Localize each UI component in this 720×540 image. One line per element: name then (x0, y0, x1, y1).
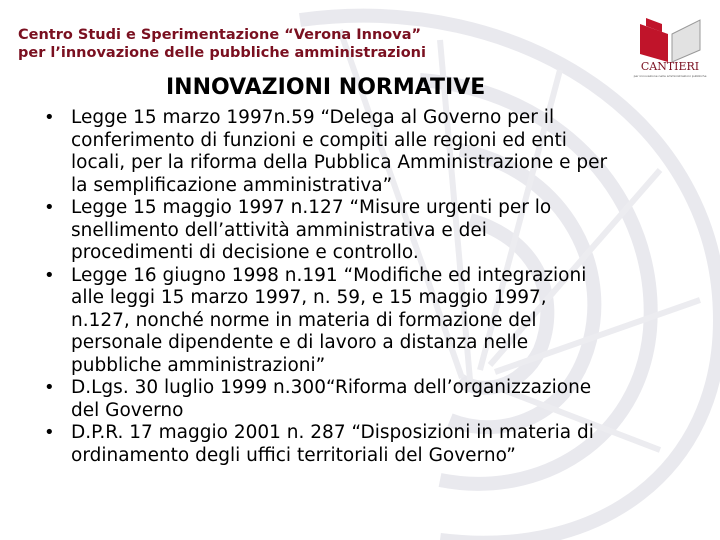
organization-header (18, 26, 426, 62)
cantieri-logo (632, 14, 708, 80)
cantieri-logo-icon (632, 14, 708, 80)
slide-title: INNOVAZIONI NORMATIVE (166, 75, 486, 100)
list-item: • Legge 15 marzo 1997n.59 “Delega al Governo per il conferimento di funzioni e compiti alle regioni ed enti locali, per la riforma della Pubblica Amministrazione e per la semplificazione amministrativa” (44, 107, 704, 197)
list-item: • D.Lgs. 30 luglio 1999 n.300“Riforma dell’organizzazione del Governo (44, 377, 704, 422)
logo-tagline: per innovazione nelle amministrazioni pubbliche (633, 74, 707, 78)
logo-name: CANTIERI (640, 60, 700, 73)
list-item: • D.P.R. 17 maggio 2001 n. 287 “Disposizioni in materia di ordinamento degli uffici territoriali del Governo” (44, 422, 704, 467)
list-item: • Legge 16 giugno 1998 n.191 “Modifiche ed integrazioni alle leggi 15 marzo 1997, n. 59, e 15 maggio 1997, n.127, nonché norme in materia di formazione del personale dipendente e di lavoro a distanza nelle pubbliche amministrazioni” (44, 265, 704, 378)
header-line-2: per l’innovazione delle pubbliche amministrazioni (18, 45, 426, 61)
header-line-1: Centro Studi e Sperimentazione “Verona Innova” (18, 27, 422, 43)
legislation-list (44, 107, 704, 467)
list-item: • Legge 15 maggio 1997 n.127 “Misure urgenti per lo snellimento dell’attività amministrativa e dei procedimenti di decisione e controllo. (44, 197, 704, 265)
